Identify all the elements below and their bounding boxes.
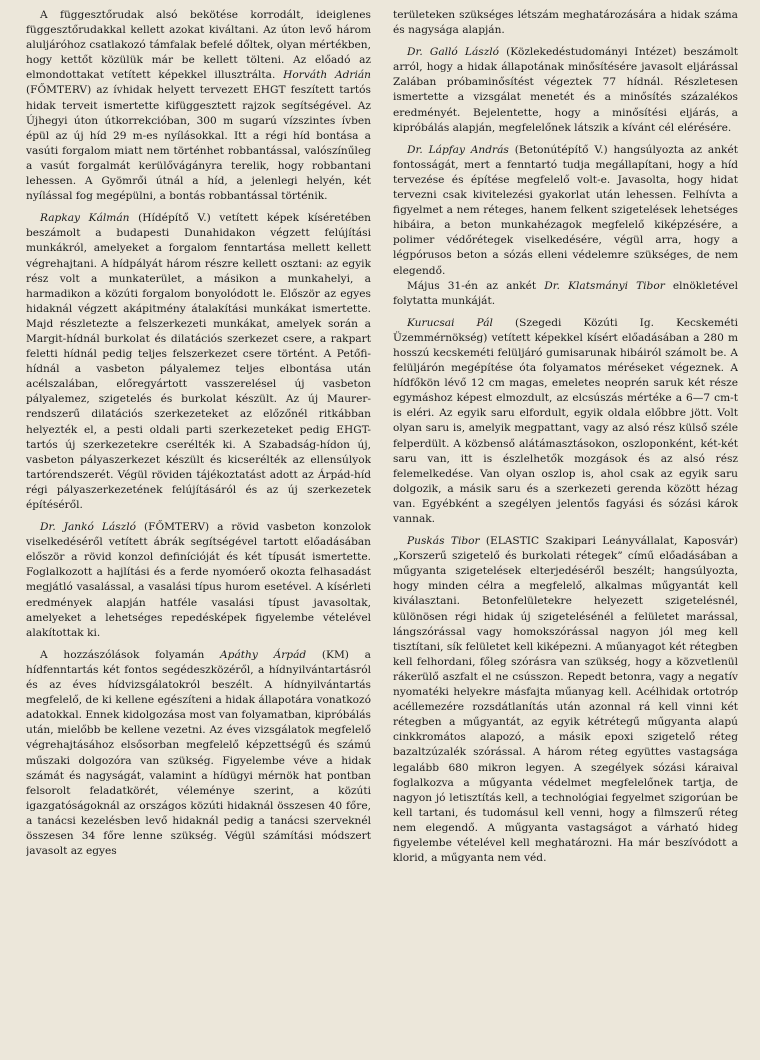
paragraph [393, 45, 738, 136]
paragraph-text: A függesztőrudak alsó bekötése korrodált, ideiglenes függesztőrudakkal kellett azokat kiváltani. Az úton levő három aluljáróhoz csatlakozó támfalak befelé dőltek, olyan mértékben, hogy kettőt közülük már be kellett tölteni. Az előadó az elmondottakat vetített képekkel illusztrálta. [26, 9, 371, 82]
paragraph-text: (Szegedi Közúti Ig. Kecskeméti Üzemmérnökség) vetített képekkel kísért előadásában a 280 m hosszú kecskeméti felüljáró gumisarunak hibáiról számolt be. A felüljárón megépítése óta folyamatos méréseket végeznek. A hídfőkön lévő 12 cm magas, emeletes neoprén saruk két része egymáshoz képest elmozdult, az elcsúszás mértéke a 6—7 cm-t is eléri. Az egyik saru elfordult, egyik oldala előbbre jött. Volt olyan saru is, amelyik megpattant, vagy az alsó rész külső széle felperdült. A közbenső alátámasztásokon, oszloponként, két-két saru van, itt is észlelhetők mozgások és az alsó rész felemelkedése. Van olyan oszlop is, ahol csak az egyik saru dolgozik, a másik saru és a szerkezeti gerenda között hézag van. Egyébként a szegélyen jelentős fagyási és sózási károk vannak. [393, 316, 738, 525]
paragraph [26, 211, 371, 513]
speaker-name: Dr. Jankó László [40, 521, 137, 534]
speaker-name: Rapkay Kálmán [40, 212, 130, 225]
paragraph [26, 8, 371, 204]
paragraph [26, 520, 371, 641]
paragraph-text: A hozzászólások folyamán [40, 648, 221, 661]
paragraph-text: (Közlekedéstudományi Intézet) beszámolt arról, hogy a hidak állapotának minősítésére javasolt eljárással Zalában próbaminősítést végeztek 77 hídnál. Részletesen ismertette a vizsgálat menetét és a minősítés százalékos eredményét. Bejelentette, hogy a minősítési eljárás, a kipróbálás alapján, megfelelőnek látszik a kívánt cél elérésére. [393, 46, 738, 134]
paragraph-text: (FŐMTERV) az ívhidak helyett tervezett EHGT feszített tartós hidak terveit ismertette kifüggesztett rajzok segítségével. Az Újhegyi úton útkorrekcióban, 300 m sugarú vízszintes ívben épül az új híd 29 m-es nyílásokkal. Itt a régi híd bontása a vasúti forgalom miatt nem történhet robbantással, valószínűleg a vasút forgalmát kerülővágányra terelik, hogy robbantani lehessen. A Gyömrői útnál a híd, a jelenlegi helyén, két nyílással fog megépülni, a bontás robbantással történik. [26, 84, 371, 203]
paragraph-text: (ELASTIC Szakipari Leányvállalat, Kaposvár) „Korszerű szigetelő és burkolati rétegek” című előadásában a műgyanta szigetelések elterjedéséről beszélt; hangsúlyozta, hogy minden célra a megfelelő, alkalmas műgyantát kell kiválasztani. Betonfelületekre helyezett szigetelésnél, különösen régi hidak új szigetelésénél a felületet marással, lángszórással vagy homokszórással nagyon jól meg kell tisztítani, sík felületet kell kiképezni. A műanyagot két rétegben kell felhordani, főleg szórásra van szükség, hogy a közvetlenül rákerülő aszfalt el ne csússzon. Repedt betonra, vagy a negatív nyomatéki helyekre másfajta műanyag kell. Acélhidak ortotróp acéllemezére rozsdátlanítás után azonnal rá kell vinni két rétegben a műgyantát, az egyik kétrétegű műgyanta alapú cinkkromátos alapozó, a másik epoxi szigetelő réteg bazaltzúzalék szórással. A három réteg együttes vastagsága legalább 680 mikron legyen. A szegélyek sózási káraival foglalkozva a műgyanta védelmet megfelelőnek tartja, de nagyon jó letisztítás kell, a technológiai fegyelmet szigorúan be kell tartani, és tudomásul kell venni, hogy a filmszerű réteg nem elegendő. A műgyanta vastagságot a várható hideg figyelembe vételével kell meghatározni. Ha már beszívódott a klorid, a műgyanta nem véd. [393, 535, 738, 865]
speaker-name: Dr. Klatsmányi Tibor [544, 279, 665, 292]
paragraph-text: Május 31-én az ankét [407, 279, 545, 292]
paragraph-text: (FŐMTERV) a rövid vasbeton konzolok viselkedéséről vetített ábrák segítségével tartott előadásában először a rövid konzol definícióját és két típusát ismertette. Foglalkozott a hajlítási és a ferde nyomóerő okozta felhasadást megjátló vasalással, a vasalási típus hurom esetével. A kísérleti eredmények alapján hatféle vasalási típust javasoltak, amelyeket a lehetséges repedésképek figyelembe vételével alakítottak ki. [26, 521, 371, 639]
paragraph-text: (KM) a hídfenntartás két fontos segédeszközéről, a hídnyilvántartásról és az éves hídvizsgálatokról beszélt. A hídnyilvántartás megfelelő, de ki kellene egészíteni a hidak állapotára vonatkozó adatokkal. Ennek kidolgozása most van folyamatban, kipróbálás után, mielőbb be kellene vezetni. Az éves vizsgálatok megfelelő végrehajtásához elsősorban megfelelő képzettségű és számú műszaki dolgozóra van szükség. Figyelembe véve a hidak számát és nagyságát, valamint a hídügyi mérnök hat pontban felsorolt feladatkörét, véleménye szerint, a közúti igazgatóságoknál az országos közúti hidaknál összesen 40 főre, a tanácsi kezelésben levő hidaknál pedig a tanácsi szerveknél összesen 34 főre lenne szükség. Végül számítási módszert javasolt az egyes [26, 648, 371, 858]
paragraph [393, 279, 738, 309]
speaker-name: Puskás Tibor [407, 535, 480, 548]
paragraph-text: (Betonútépítő V.) hangsúlyozta az ankét fontosságát, mert a fenntartó tudja megállapítani, hogy a híd tervezése és építése megfelelő volt-e. Javasolta, hogy hidat tervezni csak kivitelezési gyakorlat után lehessen. Felhívta a figyelmet a nem réteges, hanem felkent szigetelések lehetséges hibáira, a beton munkahézagok megfelelő kiképzésére, a polimer védőrétegek viselkedésére, végül arra, hogy a légpórusos beton a sózás elleni védelemre szükséges, de nem elegendő. [393, 143, 738, 277]
speaker-name: Dr. Galló László [407, 46, 500, 59]
paragraph [393, 8, 738, 38]
right-column [393, 8, 738, 1060]
paragraph-text: területeken szükséges létszám meghatározására a hidak száma és nagysága alapján. [393, 9, 738, 37]
paragraph [26, 648, 371, 859]
speaker-name: Horváth Adrián [283, 69, 371, 82]
paragraph [393, 143, 738, 279]
left-column [26, 8, 371, 1060]
paragraph-text: elnökletével folytatta munkáját. [393, 279, 738, 307]
speaker-name: Dr. Lápfay András [407, 143, 509, 156]
paragraph [393, 316, 738, 527]
speaker-name: Kurucsai Pál [407, 316, 493, 329]
paragraph [393, 534, 738, 866]
speaker-name: Apáthy Árpád [220, 648, 307, 661]
paragraph-text: (Hídépítő V.) vetített képek kíséretében beszámolt a budapesti Dunahidakon végzett felújítási munkákról, amelyeket a forgalom fenntartása mellett kellett végrehajtani. A hídpályát három részre kellett osztani: az egyik rész volt a munkaterület, a másikon a munkahelyi, a harmadikon a közúti forgalom bonyolódott le. Először az egyes hidaknál végzett akápitmény átalakítási munkákat ismertette. Majd részletezte a felszerkezeti munkákat, amelyek során a Margit-hídnál burkolat és dilatációs szerkezet csere, a rakpart feletti hídnál pedig teljes felszerkezet csere történt. A Petőfi-hídnál a vasbeton pályalemez teljes elbontása után acélszalában, előregyártott vasszerelésel új vasbeton pályalemez, szigetelés és burkolat készült. Az új Maurer-rendszerű dilatációs szerkezeteket az előzőnél ritkábban helyezték el, a pesti oldali parti szerkezeteket pedig EHGT-tartós új szerkezetekre cserélték ki. A Szabadság-hídon új, vasbeton pályaszerkezet készült és kicserélték az ellensúlyok tartórendszerét. Végül röviden tájékoztatást adott az Árpád-híd régi pályaszerkezetének felújításáról és az új szerkezetek építéséről. [26, 212, 371, 511]
